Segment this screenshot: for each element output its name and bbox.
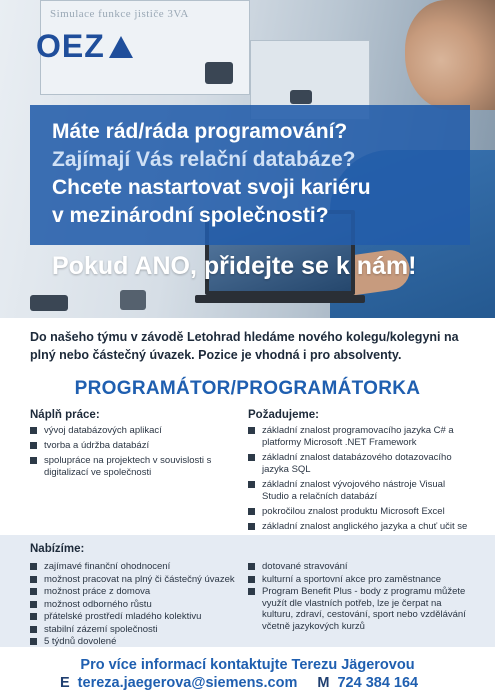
laptop-base (195, 295, 365, 303)
list-item (30, 574, 240, 586)
call-to-action: Pokud ANO, přidejte se k nám! (52, 252, 417, 280)
requirements-list (248, 425, 473, 533)
question-line: Zajímají Vás relační databáze? (52, 148, 356, 171)
list-item (30, 561, 240, 573)
list-item (248, 521, 473, 533)
list-item-text: základní znalost programovacího jazyka C# a platformy Microsoft .NET Framework (262, 425, 454, 448)
square-bullet-icon (248, 588, 255, 595)
lab-device (290, 90, 312, 104)
list-item (30, 599, 240, 611)
list-item-text: zajímavé finanční ohodnocení (44, 561, 171, 572)
logo-text: OEZ (36, 28, 105, 64)
offer-right-column (248, 561, 473, 633)
list-item-text: základní znalost anglického jazyka a chuť učit se (262, 521, 468, 532)
list-item-text: spolupráce na projektech v souvislosti s digitalizací ve společnosti (44, 455, 212, 478)
list-item (30, 455, 230, 479)
logo-triangle-icon (109, 36, 133, 58)
list-item (248, 586, 473, 632)
question-line: Chcete nastartovat svoji kariéru (52, 176, 371, 199)
duties-list (30, 425, 230, 479)
list-item-text: 5 týdnů dovolené (44, 636, 117, 647)
requirements-section (248, 409, 473, 536)
list-item-text: stabilní zázemí společnosti (44, 623, 158, 635)
square-bullet-icon (30, 576, 37, 583)
square-bullet-icon (30, 626, 37, 633)
list-item-text: přátelské prostředí mladého kolektivu (44, 611, 202, 622)
oez-logo (36, 28, 133, 65)
intro-text: Do našeho týmu v závodě Letohrad hledáme nového kolegu/kolegyni na plný nebo částečný úvazek. Pozice je vhodná i pro absolventy. (30, 330, 459, 362)
list-item (30, 611, 240, 623)
square-bullet-icon (248, 576, 255, 583)
square-bullet-icon (30, 588, 37, 595)
lab-device (205, 62, 233, 84)
list-item-text: kulturní a sportovní akce pro zaměstnance (262, 573, 442, 585)
square-bullet-icon (30, 613, 37, 620)
offer-list (30, 561, 240, 648)
list-item-text: vývoj databázových aplikací (44, 425, 162, 436)
lab-device (120, 290, 146, 310)
list-item (248, 574, 473, 586)
list-item-text: tvorba a údržba databází (44, 440, 150, 451)
requirements-heading: Požadujeme: (248, 409, 319, 421)
person-photo-head (405, 0, 495, 110)
contact-footer (0, 647, 495, 700)
square-bullet-icon (248, 427, 255, 434)
offer-heading: Nabízíme: (30, 543, 85, 555)
background-panel-text: Simulace funkce jističe 3VA (50, 8, 189, 20)
list-item (248, 506, 473, 518)
phone-number[interactable]: 724 384 164 (337, 675, 419, 691)
list-item (30, 586, 240, 598)
list-item (248, 452, 473, 476)
list-item-text: dotované stravování (262, 561, 348, 572)
square-bullet-icon (248, 454, 255, 461)
email-label: E (60, 675, 70, 691)
position-title: PROGRAMÁTOR/PROGRAMÁTORKA (74, 378, 421, 399)
duties-section (30, 409, 230, 482)
square-bullet-icon (30, 457, 37, 464)
list-item-text: základní znalost databázového dotazovacího jazyka SQL (262, 452, 452, 475)
offer-list (248, 561, 473, 632)
list-item (30, 425, 230, 437)
square-bullet-icon (30, 427, 37, 434)
list-item-text: Program Benefit Plus - body z programu můžete využít dle vlastních potřeb, lze je čerpat na kulturu, zdraví, cestování, sport nebo vzdělávání včetně jazykových kurzů (262, 586, 466, 632)
offer-left-column (30, 561, 240, 649)
list-item (30, 636, 240, 648)
contact-line: Pro více informací kontaktujte Terezu Jägerovou (80, 657, 415, 673)
square-bullet-icon (248, 523, 255, 530)
square-bullet-icon (30, 442, 37, 449)
list-item-text: základní znalost vývojového nástroje Visual Studio a relačních databází (262, 479, 446, 502)
phone-label: M (317, 675, 330, 691)
lab-device (30, 295, 68, 311)
list-item-text: možnost práce z domova (44, 586, 151, 597)
duties-heading: Náplň práce: (30, 409, 100, 421)
list-item-text: pokročilou znalost produktu Microsoft Excel (262, 506, 445, 517)
contact-details (60, 675, 418, 691)
list-item (30, 440, 230, 452)
square-bullet-icon (30, 601, 37, 608)
square-bullet-icon (248, 508, 255, 515)
list-item (248, 479, 473, 503)
list-item (248, 425, 473, 449)
question-line: v mezinárodní společnosti? (52, 204, 329, 227)
offer-section (0, 535, 495, 647)
list-item (30, 624, 240, 636)
email-link[interactable]: tereza.jaegerova@siemens.com (77, 675, 298, 691)
question-line: Máte rád/ráda programování? (52, 120, 348, 143)
square-bullet-icon (30, 638, 37, 645)
list-item (248, 561, 473, 573)
square-bullet-icon (248, 563, 255, 570)
list-item-text: možnost pracovat na plný či částečný úvazek (44, 573, 235, 585)
square-bullet-icon (248, 481, 255, 488)
square-bullet-icon (30, 563, 37, 570)
list-item-text: možnost odborného růstu (44, 598, 152, 610)
